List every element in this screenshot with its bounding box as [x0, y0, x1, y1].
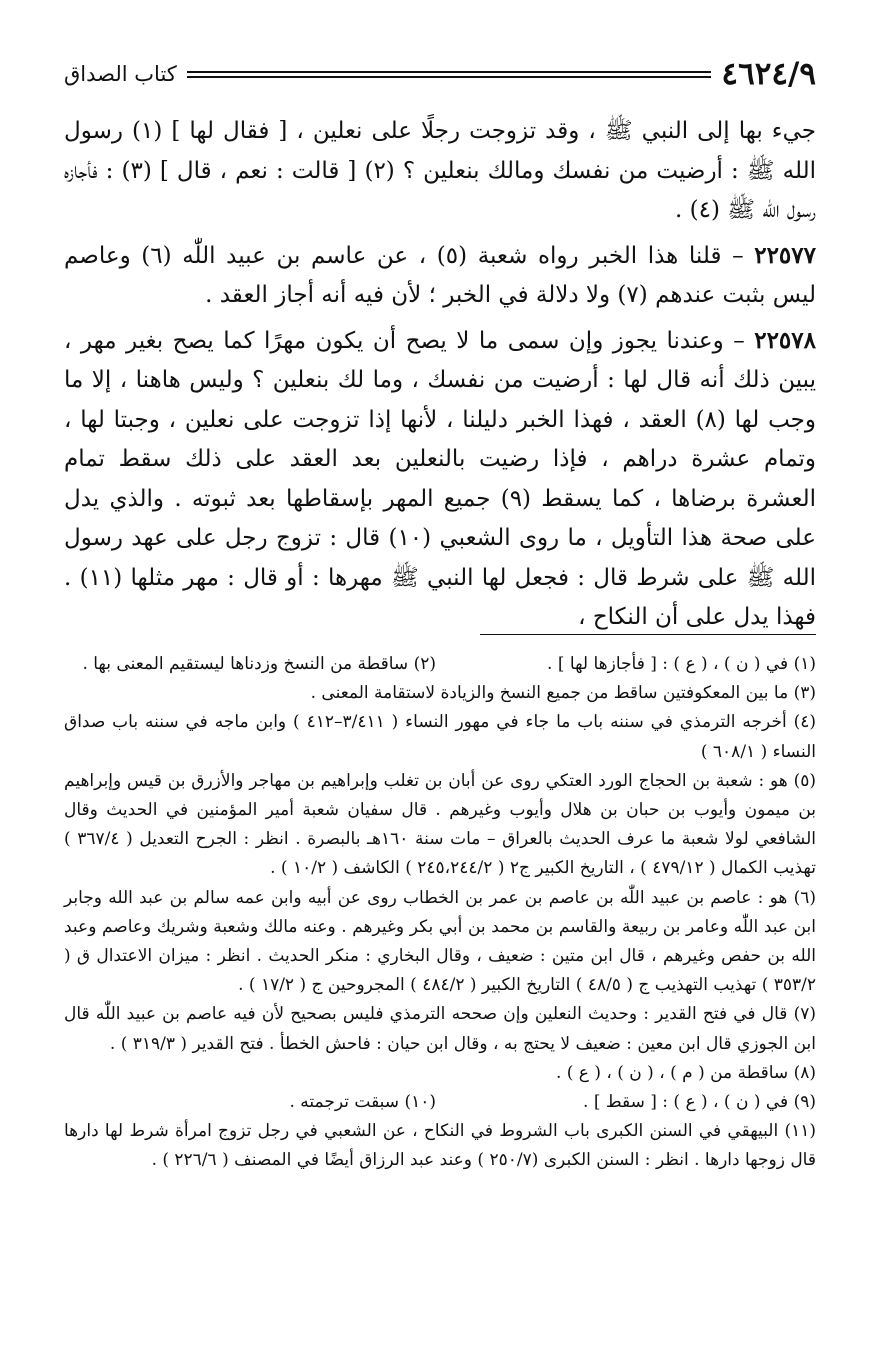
footnote-10: (١٠) سبقت ترجمته . [289, 1092, 436, 1113]
paragraph-1: جيء بها إلى النبي ﷺ ، وقد تزوجت رجلًا على نعلين ، [ فقال لها ] (١) رسول الله ﷺ : أرضيت من نفسك ومالك بنعلين ؟ (٢) [ قالت : نعم ، قال ] (٣) : فأجازه رسول الله ﷺ (٤) . [64, 118, 816, 223]
footnote-6: (٦) هو : عاصم بن عبيد اللّٰه بن عاصم بن عمر بن الخطاب روى عن أبيه وابن عمه سالم بن عبد الله وجابر ابن عبد اللّٰه وعامر بن ربيعة والقاسم بن محمد بن أبي بكر وغيرهم . وعنه مالك وشعبة وشريك وعاصم وعبد الله بن حفص وغيرهم ، قال ابن متين : ضعيف ، وقال البخاري : منكر الحديث . انظر : ميزان الاعتدال ق ( ٣٥٣/٢ ) تهذيب التهذيب ج ( ٤٨/٥ ) التاريخ الكبير ( ٤٨٤/٢ ) المجروحين ج ( ١٧/٢ ) . [64, 887, 816, 996]
footnote-11: (١١) البيهقي في السنن الكبرى باب الشروط في النكاح ، عن الشعبي في رجل تزوج امرأة شرط لها دارها قال زوجها دارها . انظر : السنن الكبرى (٢٥٠/٧ ) وعند عبد الرزاق أيضًا في المصنف ( ٢٢٦/٦ ) . [64, 1121, 816, 1171]
paragraph-text: – وعندنا يجوز وإن سمى ما لا يصح أن يكون مهرًا كما يصح بغير مهر ، يبين ذلك أنه قال لها : أرضيت من نفسك ، وما لك بنعلين ؟ وليس هاهنا ، إلا ما وجب لها (٨) العقد ، فهذا الخبر دليلنا ، لأنها إذا تزوجت على نعلين ، وجبتا لها ، وتمام عشرة دراهم ، فإذا رضيت بالنعلين بعد العقد على ذلك سقط تمام العشرة برضاها ، كما يسقط (٩) جميع المهر بإسقاطها بعد ثبوته . والذي يدل على صحة هذا التأويل ، ما روى الشعبي (١٠) قال : تزوج رجل على عهد رسول الله ﷺ على شرط قال : فجعل لها النبي ﷺ مهرها : أو قال : مهر مثلها (١١) . فهذا يدل على أن النكاح ، [64, 327, 816, 630]
footnote-row [64, 650, 816, 679]
footnotes [64, 650, 816, 1176]
paragraph-number: ٢٢٥٧٧ [754, 241, 816, 269]
paragraph-text: – قلنا هذا الخبر رواه شعبة (٥) ، عن عاسم بن عبيد اللّٰه (٦) وعاصم ليس بثبت عندهم (٧) ولا دلالة في الخبر ؛ لأن فيه أنه أجاز العقد . [64, 242, 816, 308]
footnote-8: (٨) ساقطة من ( م ) ، ( ن ) ، ( ع ) . [555, 1062, 816, 1083]
footnote-5: (٥) هو : شعبة بن الحجاج الورد العتكي روى عن أبان بن تغلب وإبراهيم بن مهاجر والأزرق بن قيس وإبراهيم بن ميمون وأيوب بن حبان بن هلال وأيوب وغيرهم . قال سفيان شعبة أمير المؤمنين في الحديث وقال الشافعي لولا شعبة ما عرف الحديث بالعراق – مات سنة ١٦٠هـ بالبصرة . انظر : الجرح التعديل ( ٣٦٧/٤ ) تهذيب الكمال ( ٤٧٩/١٢ ) ، التاريخ الكبير ج٢ ( ٢٤٥،٢٤٤/٢ ) الكاشف ( ١٠/٢ ) . [64, 770, 816, 879]
header-rule [187, 71, 712, 78]
page-number: ٤٦٢٤/٩ [721, 56, 816, 92]
footnote-9: (٩) في ( ن ) ، ( ع ) : [ سقط ] . [583, 1092, 816, 1113]
paragraph-22578 [64, 321, 816, 638]
footnote-row [64, 1088, 816, 1117]
paragraph-22577 [64, 236, 816, 316]
paragraph-number: ٢٢٥٧٨ [754, 326, 816, 354]
footnote-7: (٧) قال في فتح القدير : وحديث النعلين وإن صححه الترمذي فليس بصحيح لأن فيه عاصم بن عبيد اللّٰه قال ابن الجوزي قال ابن معين : ضعيف لا يحتج به ، وقال ابن حيان : فاحش الخطأ . فتح القدير ( ٣١٩/٣ ) . [64, 1004, 816, 1054]
main-text [64, 112, 816, 638]
book-title: كتاب الصداق [64, 62, 177, 86]
footnote-separator [480, 634, 816, 635]
footnote-3: (٣) ما بين المعكوفتين ساقط من جميع النسخ والزيادة لاستقامة المعنى . [310, 683, 816, 704]
footnote-2: (٢) ساقطة من النسخ وزدناها ليستقيم المعنى بها . [82, 654, 436, 674]
footnote-4: (٤) أخرجه الترمذي في سننه باب ما جاء في مهور النساء ( ٣/٤١١–٤١٢ ) وابن ماجه في سننه باب صداق النساء ( ٦٠٨/١ ) [64, 712, 816, 762]
page-header [64, 52, 816, 96]
footnote-1: (١) في ( ن ) ، ( ع ) : [ فأجازها لها ] . [547, 654, 816, 674]
